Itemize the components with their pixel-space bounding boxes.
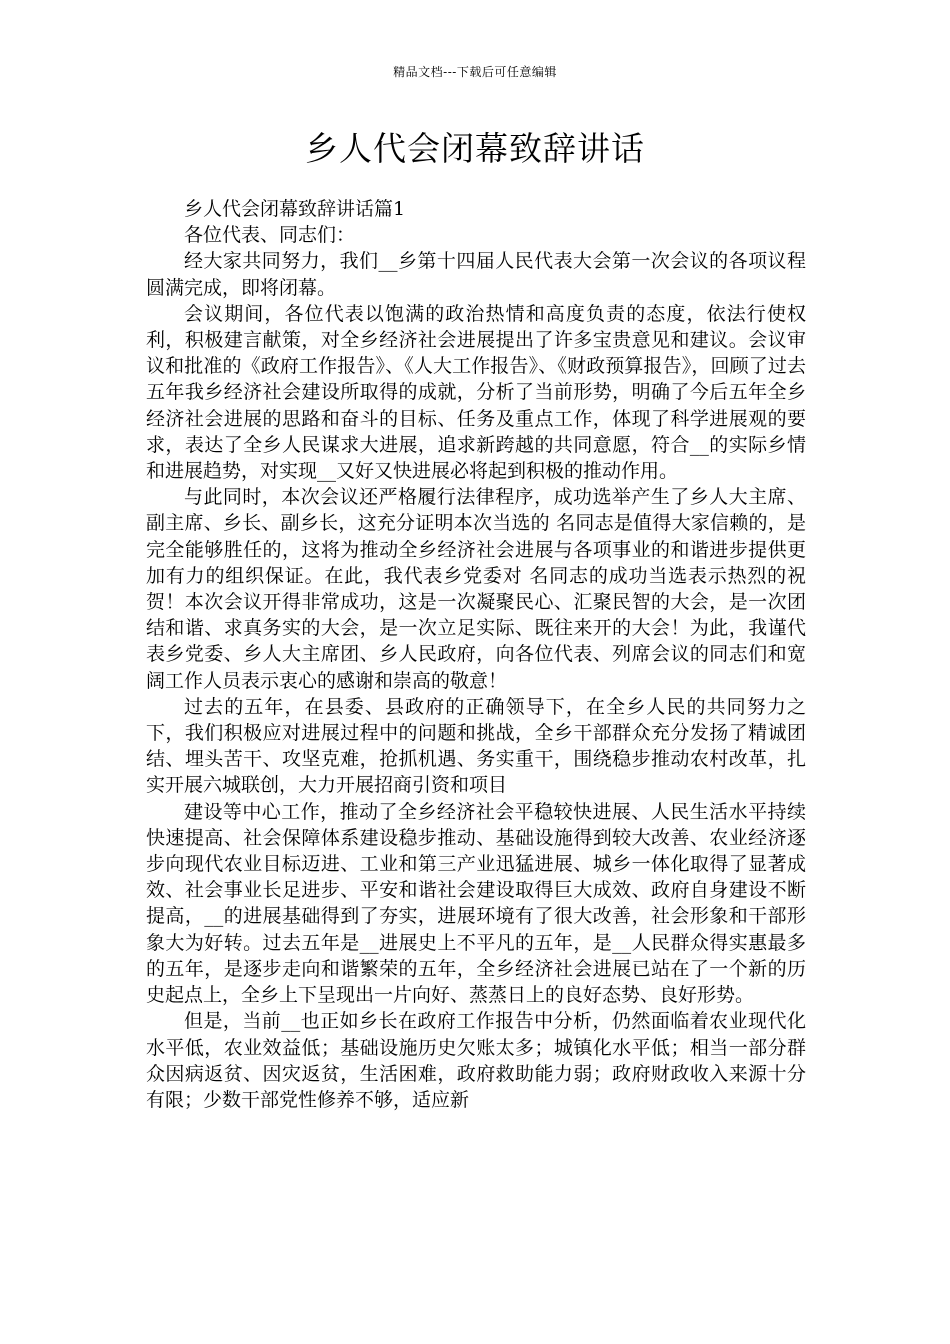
salutation: 各位代表、同志们：: [184, 224, 356, 247]
body-paragraph: 经大家共同努力，我们__乡第十四届人民代表大会第一次会议的各项议程圆满完成，即将闭幕。: [146, 250, 806, 299]
page-header: 精品文档---下载后可任意编辑: [393, 65, 557, 79]
body-paragraph: 建设等中心工作，推动了全乡经济社会平稳较快进展、人民生活水平持续快速提高、社会保障体系建设稳步推动、基础设施得到较大改善、农业经济逐步向现代农业目标迈进、工业和第三产业迅猛进展、城乡一体化取得了显著成效、社会事业长足进步、平安和谐社会建设取得巨大成效、政府自身建设不断提高，__的进展基础得到了夯实，进展环境有了很大改善，社会形象和干部形象大为好转。过去五年是__进展史上不平凡的五年，是__人民群众得实惠最多的五年，是逐步走向和谐繁荣的五年，全乡经济社会进展已站在了一个新的历史起点上，全乡上下呈现出一片向好、蒸蒸日上的良好态势、良好形势。: [146, 800, 806, 1007]
section-heading: 乡人代会闭幕致辞讲话篇1: [184, 198, 406, 220]
body-paragraph: 但是，当前__也正如乡长在政府工作报告中分析，仍然面临着农业现代化水平低，农业效益低；基础设施历史欠账太多；城镇化水平低；相当一部分群众因病返贫、因灾返贫，生活困难，政府救助能力弱；政府财政收入来源十分有限；少数干部党性修养不够，适应新: [146, 1010, 806, 1111]
body-paragraph: 与此同时，本次会议还严格履行法律程序，成功选举产生了乡人大主席、副主席、乡长、副乡长，这充分证明本次当选的 名同志是值得大家信赖的，是完全能够胜任的，这将为推动全乡经济社会进展与各项事业的和谐进步提供更加有力的组织保证。在此，我代表乡党委对 名同志的成功当选表示热烈的祝贺！本次会议开得非常成功，这是一次凝聚民心、汇聚民智的大会，是一次团结和谐、求真务实的大会，是一次立足实际、既往来开的大会！为此，我谨代表乡党委、乡人大主席团、乡人民政府，向各位代表、列席会议的同志们和宽阔工作人员表示衷心的感谢和崇高的敬意！: [146, 486, 806, 692]
body-paragraph: 会议期间，各位代表以饱满的政治热情和高度负责的态度，依法行使权利，积极建言献策，对全乡经济社会进展提出了许多宝贵意见和建议。会议审议和批准的《政府工作报告》、《人大工作报告》、《财政预算报告》，回顾了过去五年我乡经济社会建设所取得的成就，分析了当前形势，明确了今后五年全乡经济社会进展的思路和奋斗的目标、任务及重点工作，体现了科学进展观的要求，表达了全乡人民谋求大进展，追求新跨越的共同意愿，符合__的实际乡情和进展趋势，对实现__又好又快进展必将起到积极的推动作用。: [146, 302, 806, 483]
body-paragraph: 过去的五年，在县委、县政府的正确领导下，在全乡人民的共同努力之下，我们积极应对进展过程中的问题和挑战，全乡干部群众充分发扬了精诚团结、埋头苦干、攻坚克难，抢抓机遇、务实重干，围绕稳步推动农村改革，扎实开展六城联创，大力开展招商引资和项目: [146, 695, 806, 797]
document-title: 乡人代会闭幕致辞讲话: [305, 129, 645, 168]
document-body: [146, 196, 806, 1113]
